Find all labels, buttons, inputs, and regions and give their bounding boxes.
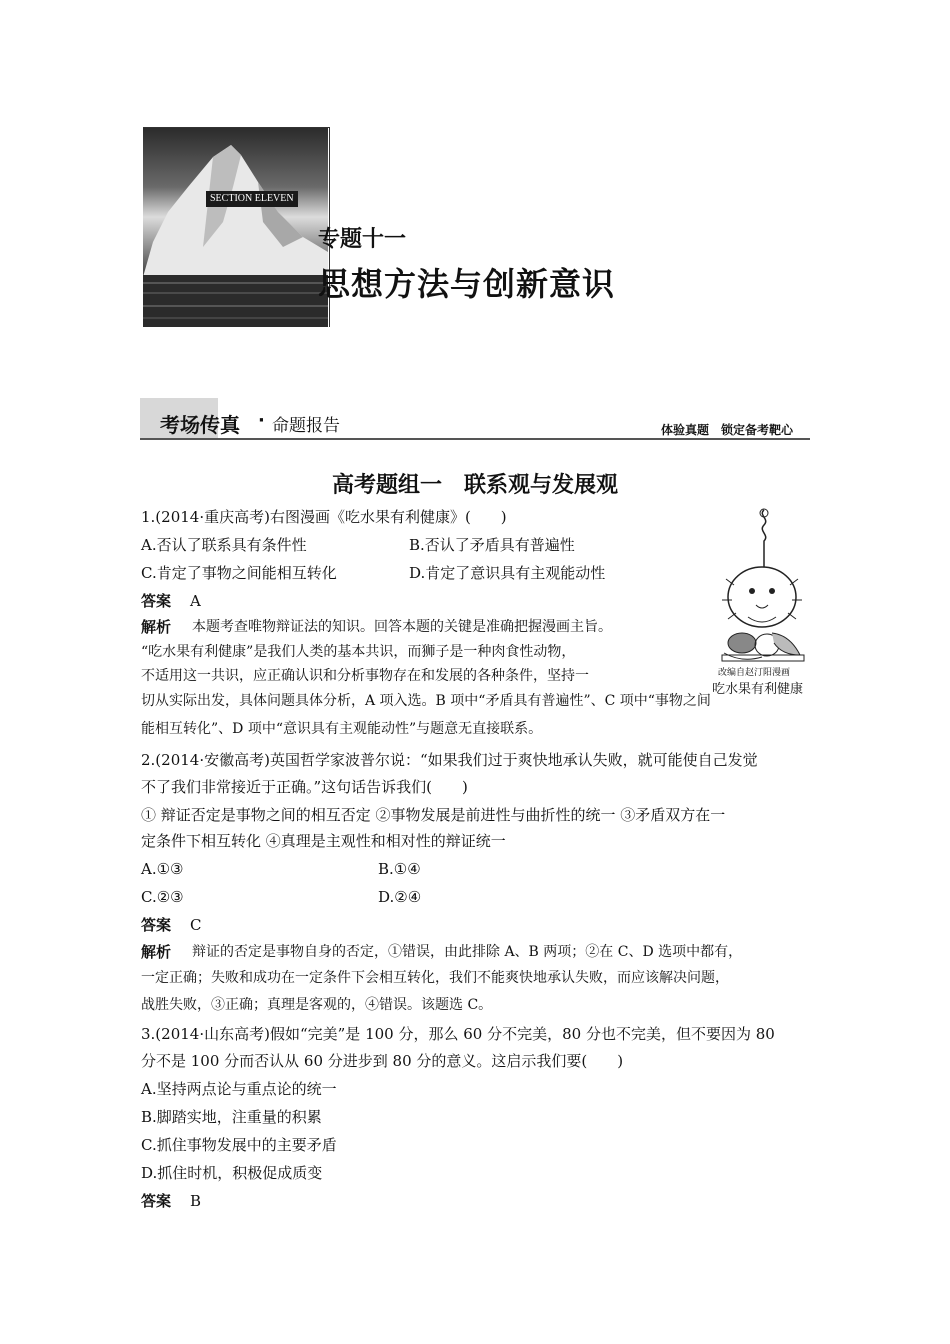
group-title: 高考题组一 联系观与发展观	[331, 473, 618, 498]
banner-subtitle: 命题报告	[272, 416, 340, 436]
banner-title: 考场传真	[160, 413, 240, 437]
q1-analysis-label: 解析	[141, 618, 172, 636]
banner-slogan: 体验真题 锁定备考靶心	[661, 423, 794, 437]
q2-option-a: A.①③	[141, 860, 184, 878]
q3-option-b: B.脚踏实地，注重量的积累	[141, 1108, 322, 1126]
q2-analysis-text: 战胜失败，③正确；真理是客观的，④错误。该题选 C。	[141, 997, 493, 1013]
q1-analysis-text: 切从实际出发，具体问题具体分析，A 项入选。B 项中“矛盾具有普遍性”、C 项中“事物之间	[141, 693, 711, 709]
q3-option-d: D.抓住时机，积极促成质变	[141, 1164, 323, 1182]
q1-option-a: A.否认了联系具有条件性	[141, 536, 307, 554]
cover-photo	[143, 127, 328, 327]
q1-option-d: D.肯定了意识具有主观能动性	[409, 564, 606, 582]
q3-option-c: C.抓住事物发展中的主要矛盾	[141, 1136, 337, 1154]
q1-answer-label: 答案	[141, 592, 172, 610]
q2-option-c: C.②③	[141, 888, 184, 906]
lion-cartoon	[712, 505, 814, 695]
q2-analysis-label: 解析	[141, 943, 172, 961]
q1-analysis-text: 本题考查唯物辩证法的知识。回答本题的关键是准确把握漫画主旨。	[192, 619, 612, 635]
q2-statements: 定条件下相互转化 ④真理是主观性和相对性的辩证统一	[141, 832, 506, 850]
q1-option-b: B.否认了矛盾具有普遍性	[409, 536, 575, 554]
banner-rule	[140, 438, 810, 440]
q3-answer-value: B	[190, 1192, 202, 1210]
q1-option-c: C.肯定了事物之间能相互转化	[141, 564, 337, 582]
cartoon-caption: 吃水果有利健康	[712, 682, 804, 697]
q3-option-a: A.坚持两点论与重点论的统一	[141, 1080, 337, 1098]
iceberg-image	[143, 127, 328, 327]
cartoon-credit: 改编自赵汀阳漫画	[718, 668, 791, 678]
q2-stem: 2.(2014·安徽高考)英国哲学家波普尔说：“如果我们过于爽快地承认失败，就可能使自己发觉	[141, 751, 758, 769]
q1-analysis-text: 不适用这一共识，应正确认识和分析事物存在和发展的各种条件，坚持一	[141, 668, 589, 684]
q2-answer-label: 答案	[141, 916, 172, 934]
q3-answer-label: 答案	[141, 1192, 172, 1210]
q1-stem: 1.(2014·重庆高考)右图漫画《吃水果有利健康》( )	[141, 508, 507, 526]
lion-fruit-drawing	[712, 505, 814, 665]
q1-analysis-text: “吃水果有利健康”是我们人类的基本共识，而狮子是一种肉食性动物，	[141, 644, 576, 660]
q2-answer-value: C	[190, 916, 202, 934]
topic-number: 专题十一	[318, 227, 407, 252]
q3-stem: 3.(2014·山东高考)假如“完美”是 100 分，那么 60 分不完美，80 分也不完美，但不要因为 80	[141, 1025, 775, 1043]
section-tag: SECTION ELEVEN	[206, 191, 298, 207]
q3-stem: 分不是 100 分而否认从 60 分进步到 80 分的意义。这启示我们要( )	[141, 1052, 624, 1070]
q2-option-d: D.②④	[378, 888, 422, 906]
topic-title: 思想方法与创新意识	[318, 265, 616, 303]
q2-option-b: B.①④	[378, 860, 421, 878]
banner-dot: ·	[258, 410, 265, 431]
cover-frame-top	[143, 127, 330, 128]
q2-analysis-text: 一定正确；失败和成功在一定条件下会相互转化，我们不能爽快地承认失败，而应该解决问题，	[141, 970, 729, 986]
q2-analysis-text: 辩证的否定是事物自身的否定，①错误，由此排除 A、B 两项；②在 C、D 选项中都有，	[192, 944, 743, 960]
q2-stem: 不了我们非常接近于正确。”这句话告诉我们( )	[141, 778, 468, 796]
q1-analysis-text: 能相互转化”、D 项中“意识具有主观能动性”与题意无直接联系。	[141, 721, 543, 737]
q2-statements: ① 辩证否定是事物之间的相互否定 ②事物发展是前进性与曲折性的统一 ③矛盾双方在一	[141, 806, 726, 824]
q1-answer-value: A	[190, 592, 201, 610]
